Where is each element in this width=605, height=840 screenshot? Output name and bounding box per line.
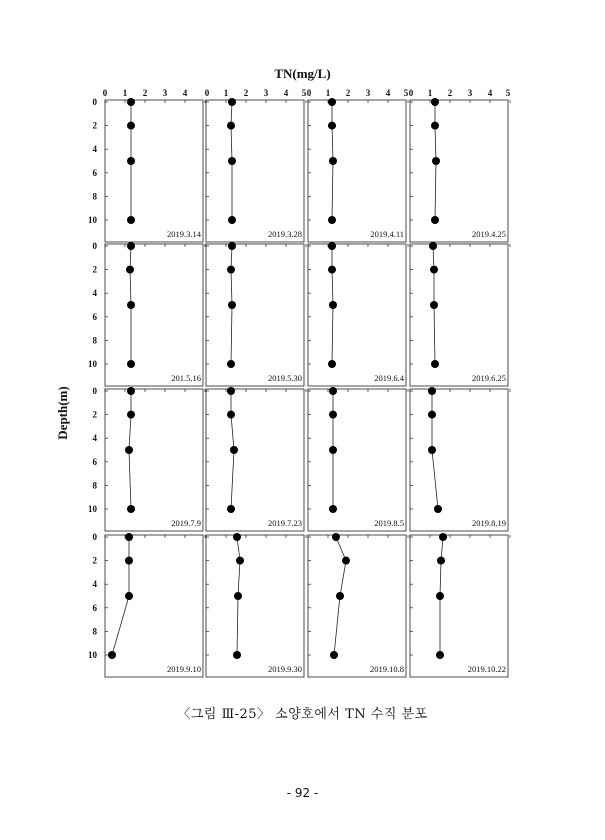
data-point <box>332 533 340 541</box>
x-tick-label: 4 <box>487 88 493 98</box>
panel-frame <box>206 244 304 386</box>
data-point <box>127 157 135 165</box>
data-point <box>430 266 438 274</box>
data-point <box>125 592 133 600</box>
data-point <box>125 446 133 454</box>
data-point <box>434 505 442 513</box>
y-tick-label: 10 <box>88 359 97 369</box>
panel-date-label: 2019.9.10 <box>167 664 201 674</box>
data-point <box>436 651 444 659</box>
panel-frame <box>105 244 203 386</box>
data-point <box>228 157 236 165</box>
x-tick-label: 1 <box>223 88 229 98</box>
y-tick-label: 4 <box>92 144 97 155</box>
y-tick-label: 10 <box>88 215 97 225</box>
data-point <box>329 411 337 419</box>
x-tick-label: 2 <box>447 88 453 98</box>
data-point <box>432 157 440 165</box>
panel-frame <box>206 389 304 531</box>
data-point <box>127 216 135 224</box>
page-number: - 92 - <box>286 786 319 800</box>
data-point <box>233 533 241 541</box>
x-tick-label: 1 <box>325 88 331 98</box>
data-point <box>127 242 135 250</box>
data-point <box>126 266 134 274</box>
data-point <box>227 505 235 513</box>
y-tick-label: 10 <box>88 504 97 514</box>
data-point <box>336 592 344 600</box>
data-point <box>428 411 436 419</box>
x-tick-label: 1 <box>427 88 433 98</box>
y-tick-label: 0 <box>92 386 97 396</box>
x-tick-label: 4 <box>283 88 289 98</box>
y-tick-label: 6 <box>92 167 97 178</box>
x-tick-label: 0 <box>408 88 414 98</box>
figure-caption: 〈그림 Ⅲ-25〉 소양호에서 TN 수직 분포 <box>177 707 428 722</box>
x-tick-label: 3 <box>365 88 371 98</box>
top-axis-title: TN(mg/L) <box>274 66 331 81</box>
data-point <box>227 122 235 130</box>
data-point <box>228 216 236 224</box>
x-tick-label: 4 <box>182 88 188 98</box>
data-point <box>431 216 439 224</box>
data-point <box>429 242 437 250</box>
x-tick-label: 3 <box>263 88 269 98</box>
x-tick-label: 0 <box>306 88 312 98</box>
data-point <box>328 242 336 250</box>
panel-date-label: 2019.5.30 <box>268 373 302 383</box>
panel-date-label: 2019.7.23 <box>268 518 302 528</box>
data-point <box>329 387 337 395</box>
data-point <box>108 651 116 659</box>
x-tick-label: 2 <box>243 88 249 98</box>
data-point <box>328 266 336 274</box>
panel-frame <box>308 100 406 242</box>
data-point <box>228 98 236 106</box>
data-point <box>328 122 336 130</box>
data-point <box>125 557 133 565</box>
panel-frame <box>105 535 203 677</box>
data-point <box>439 533 447 541</box>
panel-frame <box>410 389 508 531</box>
panel-date-label: 2019.6.4 <box>374 373 404 383</box>
panel-frame <box>308 535 406 677</box>
data-point <box>428 387 436 395</box>
panel-frame <box>410 535 508 677</box>
panel-frame <box>410 244 508 386</box>
y-tick-label: 6 <box>92 311 97 322</box>
panel-frame <box>308 244 406 386</box>
y-tick-label: 0 <box>92 241 97 251</box>
data-point <box>230 446 238 454</box>
data-point <box>431 360 439 368</box>
y-tick-label: 4 <box>92 579 97 590</box>
data-point <box>330 651 338 659</box>
y-tick-label: 6 <box>92 602 97 613</box>
x-tick-label: 5 <box>505 88 511 98</box>
y-tick-label: 0 <box>92 97 97 107</box>
y-tick-label: 2 <box>92 409 97 420</box>
x-tick-label: 0 <box>102 88 108 98</box>
data-point <box>437 557 445 565</box>
data-point <box>227 360 235 368</box>
data-point <box>227 387 235 395</box>
data-point <box>127 387 135 395</box>
x-tick-label: 3 <box>162 88 168 98</box>
panel-date-label: 2019.7.9 <box>171 518 201 528</box>
y-axis-title: Depth(m) <box>55 386 70 440</box>
data-point <box>234 592 242 600</box>
y-tick-label: 8 <box>92 480 97 491</box>
data-point <box>328 98 336 106</box>
data-point <box>236 557 244 565</box>
y-tick-label: 2 <box>92 120 97 131</box>
y-tick-label: 4 <box>92 288 97 299</box>
data-point <box>228 301 236 309</box>
x-tick-label: 2 <box>345 88 351 98</box>
data-point <box>436 592 444 600</box>
y-tick-label: 6 <box>92 456 97 467</box>
y-tick-label: 10 <box>88 650 97 660</box>
panel-date-label: 2019.4.11 <box>370 229 404 239</box>
data-point <box>328 216 336 224</box>
data-point <box>227 411 235 419</box>
x-tick-label: 2 <box>142 88 148 98</box>
y-tick-label: 4 <box>92 433 97 444</box>
data-point <box>329 301 337 309</box>
data-point <box>329 157 337 165</box>
data-point <box>127 360 135 368</box>
panel-frame <box>105 389 203 531</box>
y-tick-label: 2 <box>92 555 97 566</box>
panel-date-label: 2019.6.25 <box>472 373 506 383</box>
data-point <box>125 533 133 541</box>
panel-date-label: 201.5.16 <box>171 373 201 383</box>
x-tick-label: 0 <box>204 88 210 98</box>
x-tick-label: 5 <box>403 88 409 98</box>
y-tick-label: 0 <box>92 532 97 542</box>
panel-frame <box>308 389 406 531</box>
panel-frame <box>410 100 508 242</box>
panel-date-label: 2019.10.8 <box>370 664 404 674</box>
data-point <box>431 98 439 106</box>
data-point <box>227 266 235 274</box>
data-point <box>342 557 350 565</box>
data-point <box>127 411 135 419</box>
data-point <box>127 122 135 130</box>
x-tick-label: 4 <box>385 88 391 98</box>
data-point <box>127 301 135 309</box>
panel-frame <box>206 535 304 677</box>
x-tick-label: 1 <box>122 88 128 98</box>
panel-date-label: 2019.3.14 <box>167 229 201 239</box>
panel-date-label: 2019.4.25 <box>472 229 506 239</box>
data-point <box>428 446 436 454</box>
panel-date-label: 2019.8.5 <box>374 518 404 528</box>
panel-date-label: 2019.10.22 <box>467 664 506 674</box>
data-point <box>329 446 337 454</box>
x-tick-label: 3 <box>467 88 473 98</box>
panel-frame <box>105 100 203 242</box>
y-tick-label: 8 <box>92 335 97 346</box>
data-point <box>233 651 241 659</box>
panel-date-label: 2019.9.30 <box>268 664 302 674</box>
y-tick-label: 8 <box>92 626 97 637</box>
data-point <box>127 505 135 513</box>
x-tick-label: 5 <box>301 88 307 98</box>
data-point <box>430 301 438 309</box>
y-tick-label: 2 <box>92 264 97 275</box>
panel-date-label: 2019.3.28 <box>268 229 302 239</box>
panel-frame <box>206 100 304 242</box>
data-point <box>228 242 236 250</box>
y-tick-label: 8 <box>92 191 97 202</box>
data-point <box>329 505 337 513</box>
data-point <box>431 122 439 130</box>
panel-date-label: 2019.8.19 <box>472 518 506 528</box>
data-point <box>127 98 135 106</box>
data-point <box>328 360 336 368</box>
